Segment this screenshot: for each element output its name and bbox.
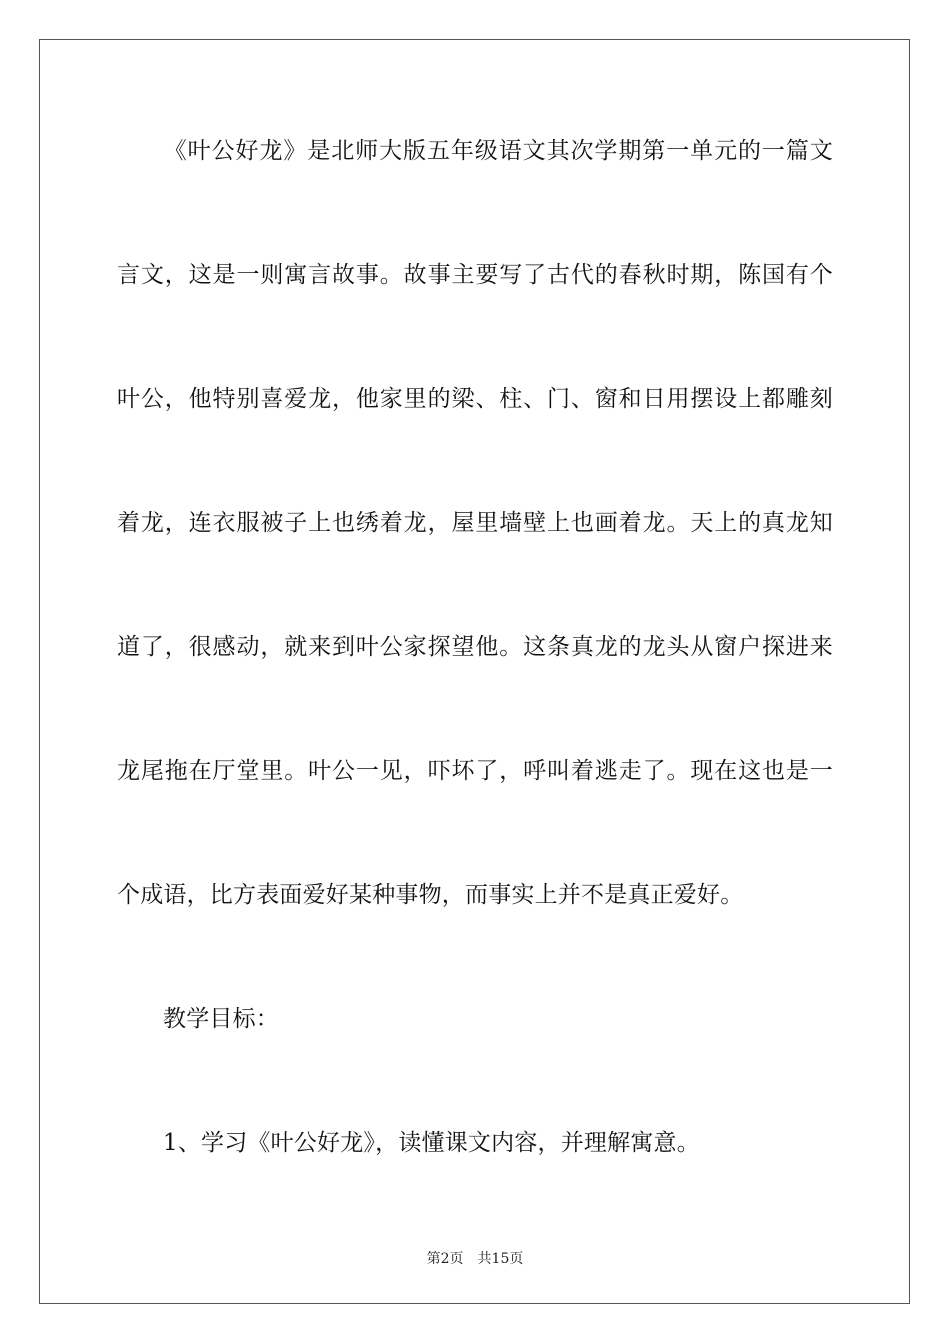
paragraph-line-7: 个成语，比方表面爱好某种事物，而事实上并不是真正爱好。 bbox=[117, 882, 744, 908]
page-total: 共15页 bbox=[477, 1251, 524, 1267]
paragraph-line-3: 叶公，他特别喜爱龙，他家里的梁、柱、门、窗和日用摆设上都雕刻 bbox=[117, 386, 833, 412]
page-number: 第2页 bbox=[426, 1251, 464, 1267]
paragraph-line-2: 言文，这是一则寓言故事。故事主要写了古代的春秋时期，陈国有个 bbox=[117, 262, 833, 288]
paragraph-line-4: 着龙，连衣服被子上也绣着龙，屋里墙壁上也画着龙。天上的真龙知 bbox=[117, 510, 833, 536]
paragraph-line-6: 龙尾拖在厅堂里。叶公一见，吓坏了，呼叫着逃走了。现在这也是一 bbox=[117, 758, 833, 784]
paragraph-line-5: 道了，很感动，就来到叶公家探望他。这条真龙的龙头从窗户探进来 bbox=[117, 634, 833, 660]
goal-item-1: 1、学习《叶公好龙》，读懂课文内容，并理解寓意。 bbox=[163, 1130, 700, 1156]
page-footer bbox=[0, 1248, 950, 1268]
paragraph-line-1: 《叶公好龙》是北师大版五年级语文其次学期第一单元的一篇文 bbox=[163, 138, 833, 164]
page-border bbox=[39, 39, 910, 1304]
section-heading-goals: 教学目标： bbox=[163, 1006, 279, 1032]
